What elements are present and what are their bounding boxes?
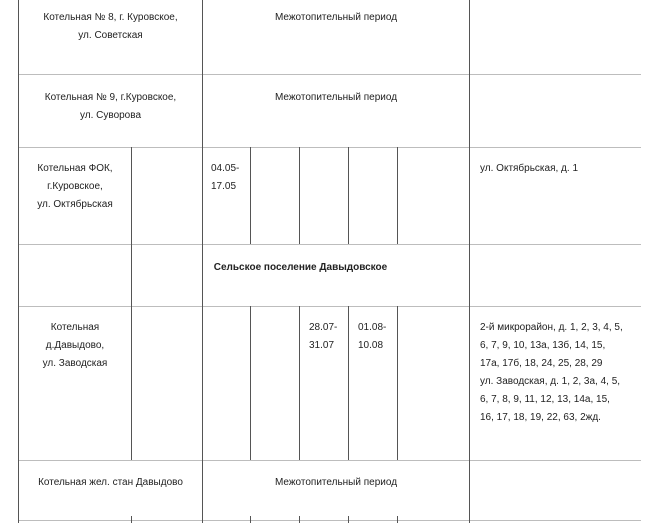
boiler-name [19, 474, 202, 492]
address-list [480, 319, 640, 427]
date-line: 04.05- [211, 163, 240, 174]
address-line: 17а, 17б, 18, 24, 25, 28, 29 [480, 358, 603, 369]
boiler-name-line: Котельная № 9, г.Куровское, [44, 92, 177, 103]
row-divider [18, 520, 641, 521]
column-divider [348, 306, 349, 460]
boiler-name-line: Котельная [50, 322, 100, 333]
column-divider [299, 516, 300, 523]
date-range [211, 160, 249, 196]
boiler-name-line: г.Куровское, [47, 181, 103, 192]
column-divider [348, 516, 349, 523]
boiler-name [19, 89, 202, 125]
boiler-name [19, 9, 202, 45]
date-line: 10.08 [358, 340, 384, 351]
row-divider [18, 147, 641, 148]
period-label: Межотопительный период [274, 92, 398, 103]
column-divider [250, 516, 251, 523]
date-line: 17.05 [211, 181, 237, 192]
row-divider [18, 74, 641, 75]
column-divider [131, 306, 132, 460]
column-divider [299, 306, 300, 460]
address-line: 16, 17, 18, 19, 22, 63, 2жд. [480, 412, 601, 423]
boiler-name-line: д.Давыдово, [45, 340, 105, 351]
boiler-name [19, 160, 131, 214]
period-label: Межотопительный период [274, 477, 398, 488]
boiler-name-line: ул. Суворова [79, 110, 142, 121]
row-divider [18, 460, 641, 461]
row-divider [18, 244, 641, 245]
boiler-name-line: ул. Заводская [42, 358, 108, 369]
boiler-name [19, 319, 131, 373]
address-line: ул. Заводская, д. 1, 2, 3а, 4, 5, [480, 376, 621, 387]
address-line: ул. Октябрьская, д. 1 [480, 163, 579, 174]
column-divider [397, 147, 398, 244]
address-line: 2-й микрорайон, д. 1, 2, 3, 4, 5, [480, 322, 623, 333]
column-divider [469, 0, 470, 523]
column-divider [299, 147, 300, 244]
column-divider [250, 147, 251, 244]
column-divider [18, 0, 19, 523]
date-range [358, 319, 396, 355]
address-line: 6, 7, 8, 9, 11, 12, 13, 14а, 15, [480, 394, 610, 405]
date-line: 01.08- [358, 322, 387, 333]
column-divider [397, 516, 398, 523]
date-range [309, 319, 347, 355]
address-list [480, 160, 640, 178]
boiler-name-line: Котельная жел. стан Давыдово [38, 477, 183, 488]
date-line: 31.07 [309, 340, 335, 351]
column-divider [348, 147, 349, 244]
boiler-name-line: Котельная № 8, г. Куровское, [43, 12, 178, 23]
boiler-name-line: ул. Октябрьская [37, 199, 113, 210]
column-divider [131, 147, 132, 244]
boiler-name-line: ул. Советская [78, 30, 143, 41]
boiler-name-line: Котельная ФОК, [37, 163, 113, 174]
period-label: Межотопительный период [274, 12, 398, 23]
section-title: Сельское поселение Давыдовское [213, 262, 388, 273]
column-divider [250, 306, 251, 460]
address-line: 6, 7, 9, 10, 13а, 13б, 14, 15, [480, 340, 606, 351]
column-divider [397, 306, 398, 460]
row-divider [18, 306, 641, 307]
column-divider [131, 516, 132, 523]
date-line: 28.07- [309, 322, 338, 333]
